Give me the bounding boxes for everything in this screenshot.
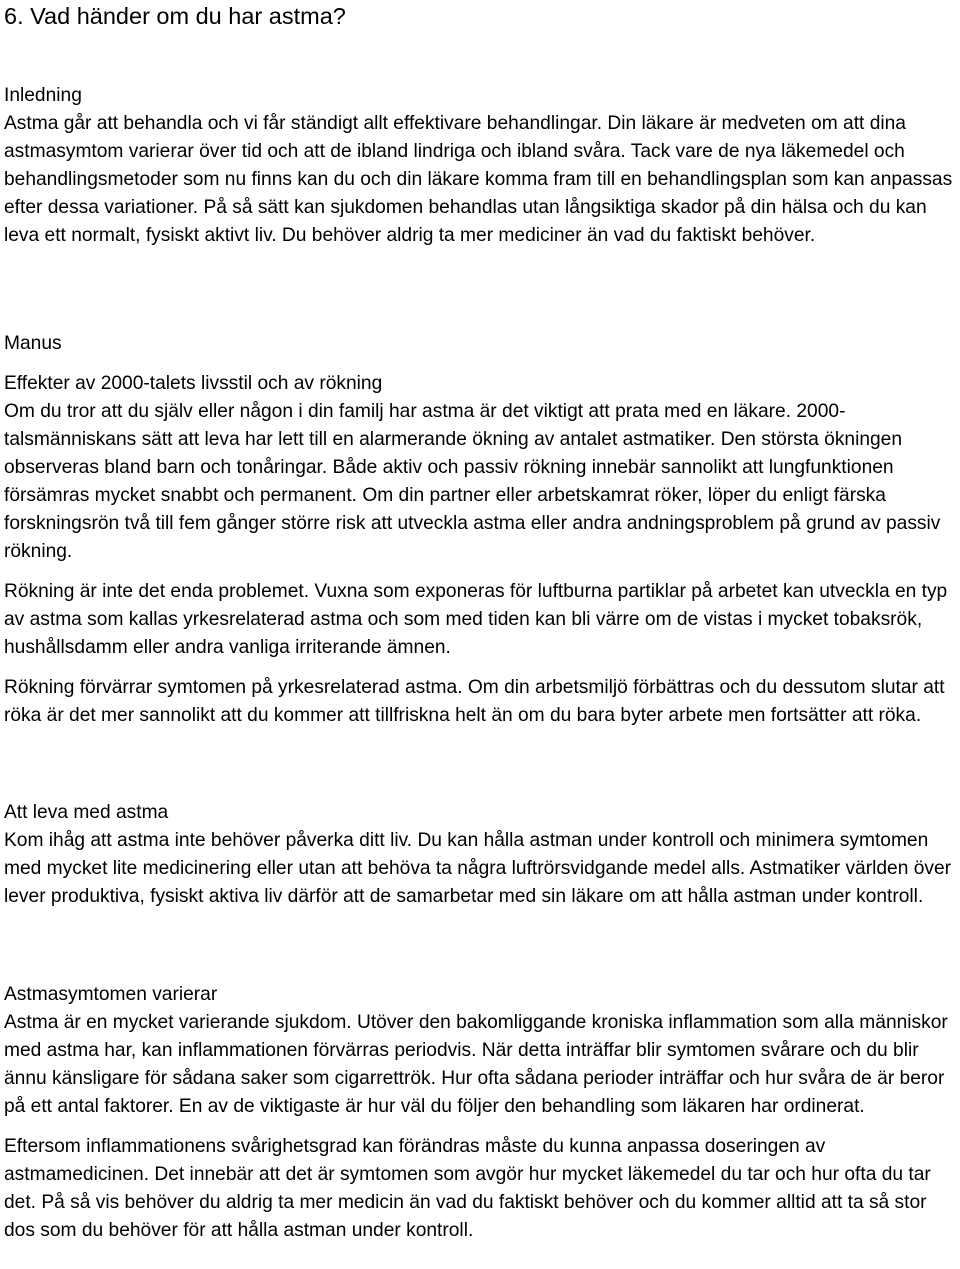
section-manus (4, 330, 956, 358)
paragraph: Rökning förvärrar symtomen på yrkesrelaterad astma. Om din arbetsmiljö förbättras och du dessutom slutar att röka är det mer sannolikt att du kommer att tillfriskna helt än om du bara byter arbete men fortsätter att röka. (4, 677, 945, 726)
section-heading-effekter: Effekter av 2000-talets livsstil och av rökning (4, 373, 383, 394)
section-effekter (4, 370, 956, 730)
paragraph: Astma är en mycket varierande sjukdom. Utöver den bakomliggande kroniska inflammation som alla människor med astma har, kan inflammationen förvärras periodvis. När detta inträffar blir symtomen svårare och du blir ännu känsligare för sådana saker som cigarrettrök. Hur ofta sådana perioder inträffar och hur svåra de är beror på ett antal faktorer. En av de viktigaste är hur väl du följer den behandling som läkaren har ordinerat. (4, 1012, 948, 1117)
paragraph: Kom ihåg att astma inte behöver påverka ditt liv. Du kan hålla astman under kontroll och minimera symtomen med mycket lite medicinering eller utan att behöva ta några luftrörsvidgande medel alls. Astmatiker världen över lever produktiva, fysiskt aktiva liv därför att de samarbetar med sin läkare om att hålla astman under kontroll. (4, 830, 952, 907)
section-astmasymtomen-varierar (4, 981, 956, 1245)
paragraph: Eftersom inflammationens svårighetsgrad kan förändras måste du kunna anpassa doseringen av astmamedicinen. Det innebär att det är symtomen som avgör hur mycket läkemedel du tar och hur ofta du tar det. På så vis behöver du aldrig ta mer medicin än vad du faktiskt behöver och du kommer alltid att ta så stor dos som du behöver för att hålla astman under kontroll. (4, 1136, 931, 1241)
section-heading-inledning: Inledning (4, 85, 82, 106)
paragraph: Rökning är inte det enda problemet. Vuxna som exponeras för luftburna partiklar på arbetet kan utveckla en typ av astma som kallas yrkesrelaterad astma och som med tiden kan bli värre om de vistas i mycket tobaksrök, hushållsdamm eller andra vanliga irriterande ämnen. (4, 581, 948, 658)
document-title: 6. Vad händer om du har astma? (4, 3, 346, 29)
section-inledning (4, 82, 956, 250)
paragraph: Om du tror att du själv eller någon i din familj har astma är det viktigt att prata med en läkare. 2000-talsmänniskans sätt att leva har lett till en alarmerande ökning av antalet astmatiker. Den största ökningen observeras bland barn och tonåringar. Både aktiv och passiv rökning innebär sannolikt att lungfunktionen försämras mycket snabbt och permanent. Om din partner eller arbetskamrat röker, löper du enligt färska forskningsrön två till fem gånger större risk att utveckla astma eller andra andningsproblem på grund av passiv rökning. (4, 401, 941, 562)
section-heading-astmasymtomen-varierar: Astmasymtomen varierar (4, 984, 218, 1005)
section-heading-leva-med-astma: Att leva med astma (4, 802, 169, 823)
section-heading-manus: Manus (4, 333, 62, 354)
paragraph: Astma går att behandla och vi får ständigt allt effektivare behandlingar. Din läkare är medveten om att dina astmasymtom varierar över tid och att de ibland lindriga och ibland svåra. Tack vare de nya läkemedel och behandlingsmetoder som nu finns kan du och din läkare komma fram till en behandlingsplan som kan anpassas efter dessa variationer. På så sätt kan sjukdomen behandlas utan långsiktiga skador på din hälsa och du kan leva ett normalt, fysiskt aktivt liv. Du behöver aldrig ta mer mediciner än vad du faktiskt behöver. (4, 113, 953, 246)
section-leva-med-astma (4, 799, 956, 911)
